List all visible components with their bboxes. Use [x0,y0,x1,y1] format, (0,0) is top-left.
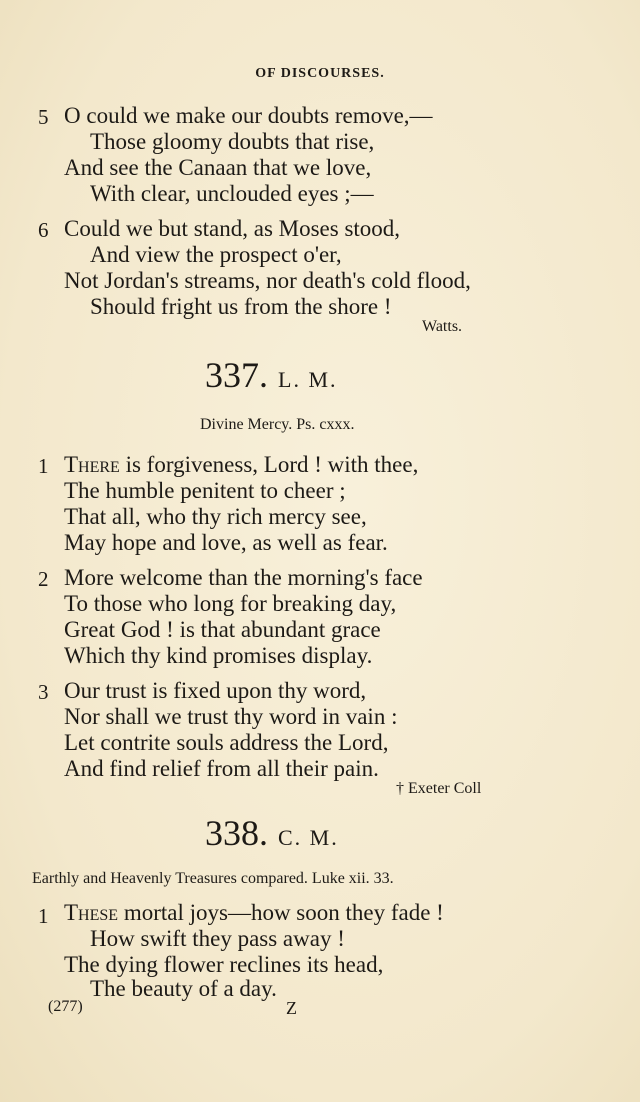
verse-line: The beauty of a day. [90,976,277,1001]
verse-line: Not Jordan's streams, nor death's cold flood, [64,268,471,293]
signature-mark: Z [286,998,297,1018]
stanza-number: 1 [38,454,49,478]
stanza-number: 3 [38,680,49,704]
verse-line: May hope and love, as well as fear. [64,530,388,555]
verse-line: How swift they pass away ! [90,926,345,951]
stanza-number: 1 [38,904,49,928]
hymn-meter: C. M. [278,825,339,850]
stanza-number: 5 [38,105,49,129]
stanza-number: 2 [38,567,49,591]
hymn-heading [205,812,339,854]
verse-line [64,452,418,478]
verse-line: Should fright us from the shore ! [90,294,392,319]
verse-line: Let contrite souls address the Lord, [64,730,389,755]
verse-line: O could we make our doubts remove,— [64,103,433,128]
running-head: OF DISCOURSES. [255,66,385,81]
verse-line: Could we but stand, as Moses stood, [64,216,401,241]
hymn-subtitle: Divine Mercy. Ps. cxxx. [200,416,355,433]
verse-line: That all, who thy rich mercy see, [64,504,367,529]
verse-line: To those who long for breaking day, [64,591,397,616]
verse-line: Nor shall we trust thy word in vain : [64,704,398,729]
stanza-number: 6 [38,218,49,242]
verse-line: And view the prospect o'er, [90,242,342,267]
verse-line: And find relief from all their pain. [64,756,379,781]
verse-line-rest: mortal joys—how soon they fade ! [118,900,444,925]
verse-line: Great God ! is that abundant grace [64,617,381,642]
hymn-heading [205,354,338,396]
verse-line [64,900,444,926]
hymn-number: 337. [205,355,268,395]
page-number: (277) [48,998,83,1015]
hymn-meter: L. M. [278,367,338,392]
verse-line: The dying flower reclines its head, [64,952,384,977]
verse-line: Which thy kind promises display. [64,643,373,668]
first-word: These [64,900,119,925]
verse-line: More welcome than the morning's face [64,565,423,590]
hymn-subtitle: Earthly and Heavenly Treasures compared. Luke xii. 33. [32,870,394,887]
verse-line: The humble penitent to cheer ; [64,478,346,503]
verse-line-rest: is forgiveness, Lord ! with thee, [119,452,419,477]
verse-line: Our trust is fixed upon thy word, [64,678,367,703]
first-word: There [64,452,120,477]
verse-line: With clear, unclouded eyes ;— [90,181,374,206]
verse-line: And see the Canaan that we love, [64,155,372,180]
attribution: Watts. [422,318,463,335]
verse-line: Those gloomy doubts that rise, [90,129,375,154]
hymn-number: 338. [205,813,268,853]
attribution: † Exeter Coll [396,780,482,797]
